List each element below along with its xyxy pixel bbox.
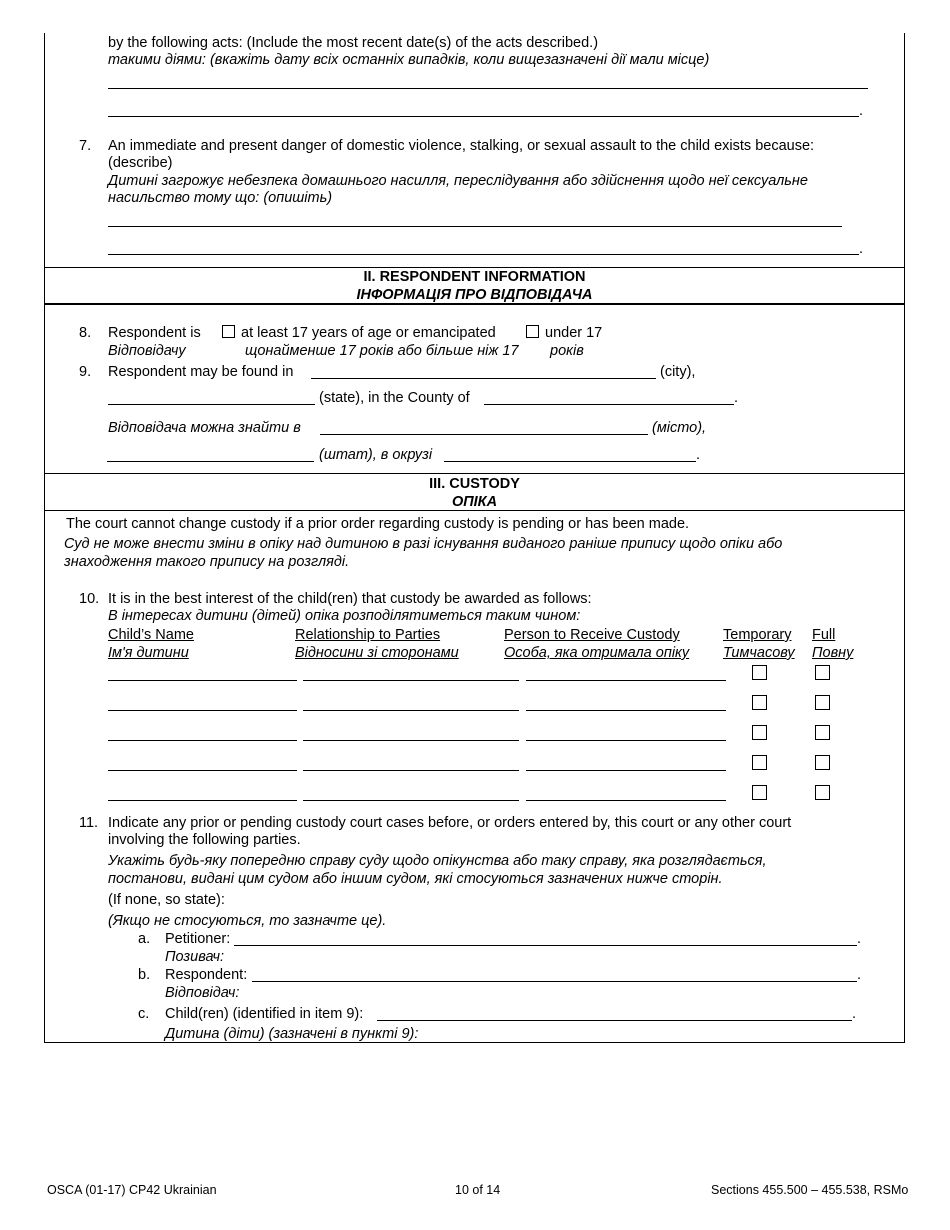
row3-relationship-field[interactable] bbox=[303, 740, 519, 741]
col-custody-person-en: Person to Receive Custody bbox=[504, 627, 680, 643]
col-relationship-uk: Відносини зі сторонами bbox=[295, 645, 459, 661]
item7-text-en-2: (describe) bbox=[108, 155, 173, 171]
col-childs-name-en: Child’s Name bbox=[108, 627, 194, 643]
party-c-label-en: Child(ren) (identified in item 9): bbox=[165, 1006, 364, 1022]
row2-relationship-field[interactable] bbox=[303, 710, 519, 711]
acts-line-2[interactable] bbox=[108, 116, 859, 117]
under-17-label: under 17 bbox=[545, 325, 603, 341]
row2-temporary-checkbox[interactable] bbox=[752, 695, 767, 710]
respondent-county-field-uk[interactable] bbox=[444, 461, 696, 462]
row1-relationship-field[interactable] bbox=[303, 680, 519, 681]
col-childs-name-uk: Ім'я дитини bbox=[108, 645, 189, 661]
item7-line-period: . bbox=[859, 241, 864, 257]
item11-none-en: (If none, so state): bbox=[108, 892, 225, 908]
item9-found-en: Respondent may be found in bbox=[108, 364, 294, 380]
custody-intro-uk-2: знаходження такого припису на розгляді. bbox=[64, 554, 350, 570]
item10-text-en: It is in the best interest of the child(ren) that custody be awarded as follows: bbox=[108, 591, 592, 607]
respondent-city-field-uk[interactable] bbox=[320, 434, 648, 435]
col-relationship-en: Relationship to Parties bbox=[295, 627, 441, 643]
col-full-en: Full bbox=[812, 627, 836, 643]
party-a-label-en: Petitioner: bbox=[165, 931, 231, 947]
footer-form-id: OSCA (01-17) CP42 Ukrainian bbox=[47, 1183, 217, 1197]
item9-state-uk: (штат), в окрузі bbox=[319, 447, 433, 463]
item7-line-2[interactable] bbox=[108, 254, 859, 255]
party-a-period: . bbox=[857, 931, 862, 947]
under-17-checkbox[interactable] bbox=[526, 325, 539, 338]
acts-instruction-uk: такими діями: (вкажіть дату всіх останніх випадків, коли вищезазначені дії мали місце) bbox=[108, 52, 710, 68]
item9-city-en: (city), bbox=[660, 364, 696, 380]
item8-label-uk: Відповідачу bbox=[108, 343, 186, 359]
row5-custody-person-field[interactable] bbox=[526, 800, 726, 801]
form-border-left bbox=[44, 33, 45, 1043]
row2-custody-person-field[interactable] bbox=[526, 710, 726, 711]
section-ii-title-en: II. RESPONDENT INFORMATION bbox=[363, 269, 586, 285]
item7-text-en-1: An immediate and present danger of domestic violence, stalking, or sexual assault to the child exists because: bbox=[108, 138, 815, 154]
row5-full-checkbox[interactable] bbox=[815, 785, 830, 800]
row5-relationship-field[interactable] bbox=[303, 800, 519, 801]
custody-intro-uk-1: Суд не може внести зміни в опіку над дитиною в разі існування виданого раніше припису щодо опіки або bbox=[64, 536, 783, 552]
section-ii-title-uk: ІНФОРМАЦІЯ ПРО ВІДПОВІДАЧА bbox=[356, 287, 593, 303]
row5-temporary-checkbox[interactable] bbox=[752, 785, 767, 800]
party-b-letter: b. bbox=[138, 967, 151, 983]
item11-none-uk: (Якщо не стосуються, то зазначте це). bbox=[108, 913, 387, 929]
row1-child-name-field[interactable] bbox=[108, 680, 297, 681]
children-cases-field[interactable] bbox=[377, 1020, 852, 1021]
row3-custody-person-field[interactable] bbox=[526, 740, 726, 741]
row2-child-name-field[interactable] bbox=[108, 710, 297, 711]
party-b-label-en: Respondent: bbox=[165, 967, 248, 983]
item10-text-uk: В інтересах дитини (дітей) опіка розподілятиметься таким чином: bbox=[108, 608, 581, 624]
row4-full-checkbox[interactable] bbox=[815, 755, 830, 770]
party-b-label-uk: Відповідач: bbox=[165, 985, 240, 1001]
party-b-period: . bbox=[857, 967, 862, 983]
col-custody-person-uk: Особа, яка отримала опіку bbox=[504, 645, 690, 661]
acts-instruction-en: by the following acts: (Include the most recent date(s) of the acts described.) bbox=[108, 35, 599, 51]
item9-found-uk: Відповідача можна знайти в bbox=[108, 420, 301, 436]
age-17-or-emancipated-label: at least 17 years of age or emancipated bbox=[241, 325, 496, 341]
respondent-county-field[interactable] bbox=[484, 404, 734, 405]
acts-line-1[interactable] bbox=[108, 88, 868, 89]
party-c-label-uk: Дитина (діти) (зазначені в пункті 9): bbox=[165, 1026, 419, 1042]
acts-line-period: . bbox=[859, 103, 864, 119]
item11-text-uk-1: Укажіть будь-яку попередню справу суду щодо опікунства або таку справу, яка розглядається, bbox=[108, 853, 767, 869]
item8-label-en: Respondent is bbox=[108, 325, 201, 341]
item8-number: 8. bbox=[79, 325, 92, 341]
row1-temporary-checkbox[interactable] bbox=[752, 665, 767, 680]
footer-statute-sections: Sections 455.500 – 455.538, RSMo bbox=[711, 1183, 909, 1197]
section-iii-title-en: III. CUSTODY bbox=[429, 476, 520, 492]
item9-number: 9. bbox=[79, 364, 92, 380]
age-17-label-uk: щонайменше 17 років або більше ніж 17 bbox=[245, 343, 519, 359]
party-a-label-uk: Позивач: bbox=[165, 949, 225, 965]
section-ii-bottom-rule bbox=[44, 303, 905, 305]
item11-text-uk-2: постанови, видані цим судом або іншим судом, які стосуються зазначених нижче сторін. bbox=[108, 871, 723, 887]
section-ii-top-rule bbox=[44, 267, 905, 268]
respondent-state-field-uk[interactable] bbox=[107, 461, 314, 462]
party-c-letter: c. bbox=[138, 1006, 150, 1022]
footer-page-number: 10 of 14 bbox=[455, 1183, 501, 1197]
respondent-cases-field[interactable] bbox=[252, 981, 857, 982]
item9-city-uk: (місто), bbox=[652, 420, 707, 436]
respondent-state-field[interactable] bbox=[108, 404, 315, 405]
row1-custody-person-field[interactable] bbox=[526, 680, 726, 681]
row4-custody-person-field[interactable] bbox=[526, 770, 726, 771]
row4-child-name-field[interactable] bbox=[108, 770, 297, 771]
col-temporary-en: Temporary bbox=[723, 627, 792, 643]
col-temporary-uk: Тимчасову bbox=[723, 645, 795, 661]
row4-relationship-field[interactable] bbox=[303, 770, 519, 771]
section-iii-title-uk: ОПІКА bbox=[451, 494, 498, 510]
item10-number: 10. bbox=[79, 591, 100, 607]
age-17-or-emancipated-checkbox[interactable] bbox=[222, 325, 235, 338]
row2-full-checkbox[interactable] bbox=[815, 695, 830, 710]
item9-period-en: . bbox=[734, 390, 739, 406]
item7-text-uk-1: Дитині загрожує небезпека домашнього насилля, переслідування або здійснення щодо неї сексуальне bbox=[108, 173, 808, 189]
item11-text-en-2: involving the following parties. bbox=[108, 832, 301, 848]
custody-intro-en: The court cannot change custody if a prior order regarding custody is pending or has been made. bbox=[66, 516, 690, 532]
item7-number: 7. bbox=[79, 138, 92, 154]
party-a-letter: a. bbox=[138, 931, 151, 947]
party-c-period: . bbox=[852, 1006, 857, 1022]
petitioner-cases-field[interactable] bbox=[234, 945, 857, 946]
row3-child-name-field[interactable] bbox=[108, 740, 297, 741]
item7-line-1[interactable] bbox=[108, 226, 842, 227]
item7-text-uk-2: насильство тому що: (опишіть) bbox=[108, 190, 333, 206]
respondent-city-field[interactable] bbox=[311, 378, 656, 379]
row3-temporary-checkbox[interactable] bbox=[752, 725, 767, 740]
row5-child-name-field[interactable] bbox=[108, 800, 297, 801]
section-iii-top-rule bbox=[44, 473, 905, 474]
under-17-label-uk: років bbox=[550, 343, 584, 359]
section-iii-bottom-rule bbox=[44, 510, 905, 511]
item11-text-en-1: Indicate any prior or pending custody court cases before, or orders entered by, this court or any other court bbox=[108, 815, 792, 831]
row4-temporary-checkbox[interactable] bbox=[752, 755, 767, 770]
item9-state-en: (state), in the County of bbox=[319, 390, 470, 406]
col-full-uk: Повну bbox=[812, 645, 854, 661]
form-border-right bbox=[904, 33, 905, 1043]
item11-number: 11. bbox=[79, 815, 99, 831]
row1-full-checkbox[interactable] bbox=[815, 665, 830, 680]
row3-full-checkbox[interactable] bbox=[815, 725, 830, 740]
item9-period-uk: . bbox=[696, 447, 701, 463]
